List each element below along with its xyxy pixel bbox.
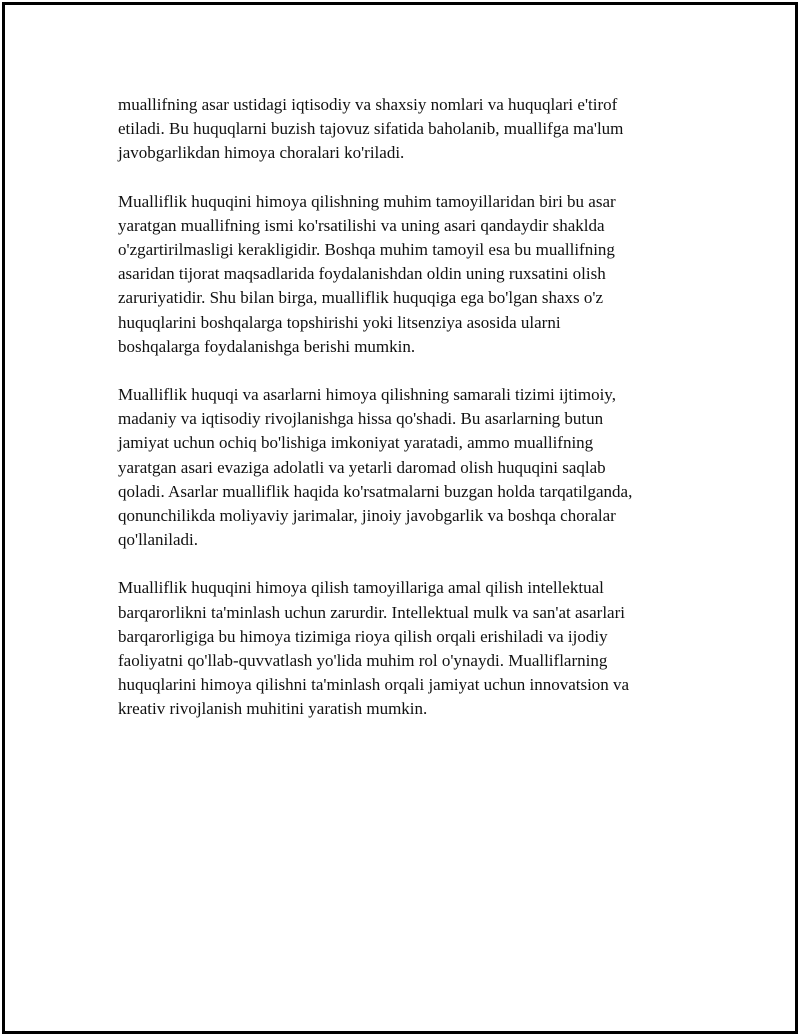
paragraph: Mualliflik huquqi va asarlarni himoya qilishning samarali tizimi ijtimoiy, madaniy va iqtisodiy rivojlanishga hissa qo'shadi. Bu asarlarning butun jamiyat uchun ochiq bo'lishiga imkoniyat yaratadi, ammo muallifning yaratgan asari evaziga adolatli va yetarli daromad olish huquqini saqlab qoladi. Asarlar mualliflik haqida ko'rsatmalarni buzgan holda tarqatilganda, qonunchilikda moliyaviy jarimalar, jinoiy javobgarlik va boshqa choralar qo'llaniladi. [118, 385, 633, 550]
paragraph: muallifning asar ustidagi iqtisodiy va shaxsiy nomlari va huquqlari e'tirof etiladi. Bu huquqlarni buzish tajovuz sifatida baholanib, muallifga ma'lum javobgarlikdan himoya choralari ko'riladi. [118, 95, 624, 163]
paragraph: Mualliflik huquqini himoya qilish tamoyillariga amal qilish intellektual barqarorlikni ta'minlash uchun zarurdir. Intellektual mulk va san'at asarlari barqarorligiga bu himoya tizimiga rioya qilish orqali erishiladi va ijodiy faoliyatni qo'llab-quvvatlash yo'lida muhim rol o'ynaydi. Mualliflarning huquqlarini himoya qilishni ta'minlash orqali jamiyat uchun innovatsion va kreativ rivojlanish muhitini yaratish mumkin. [118, 578, 630, 719]
paragraph: Mualliflik huquqini himoya qilishning muhim tamoyillaridan biri bu asar yaratgan muallifning ismi ko'rsatilishi va uning asari qandaydir shaklda o'zgartirilmasligi kerakligidir. Boshqa muhim tamoyil esa bu muallifning asaridan tijorat maqsadlarida foydalanishdan oldin uning ruxsatini olish zaruriyatidir. Shu bilan birga, mualliflik huquqiga ega bo'lgan shaxs o'z huquqlarini boshqalarga topshirishi yoki litsenziya asosida ularni boshqalarga foydalanishga berishi mumkin. [118, 191, 616, 356]
document-body [118, 93, 688, 746]
